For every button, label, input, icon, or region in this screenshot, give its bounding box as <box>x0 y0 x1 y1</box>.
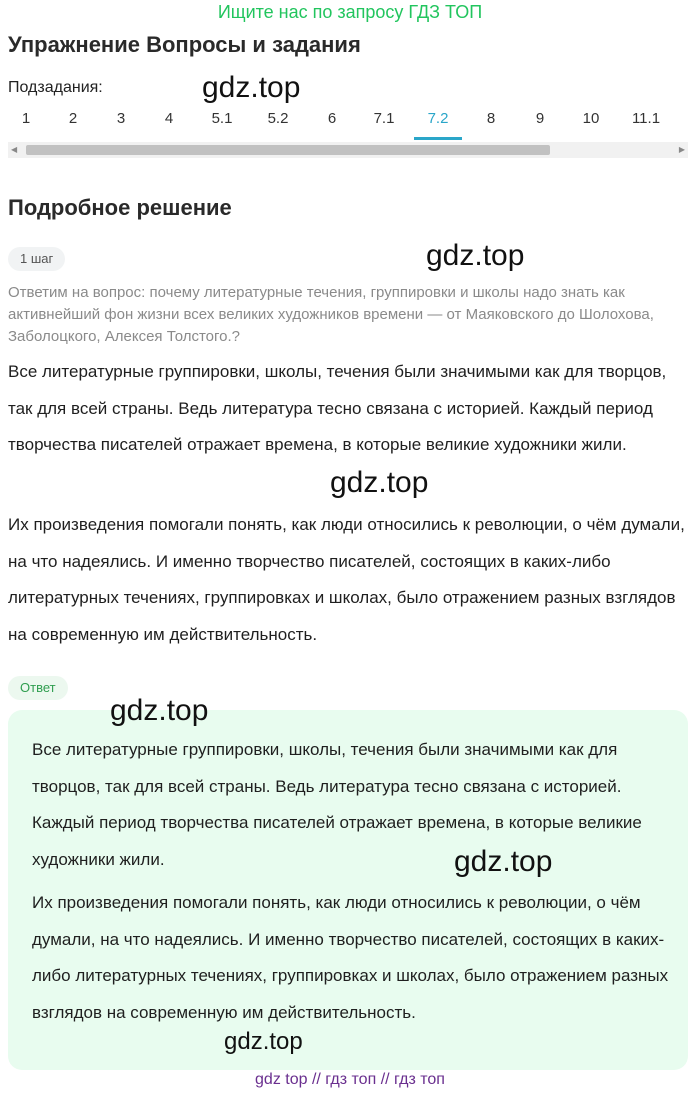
tab-4[interactable]: 4 <box>164 110 174 127</box>
tab-2[interactable]: 2 <box>68 110 78 127</box>
tab-3[interactable]: 3 <box>116 110 126 127</box>
scrollbar-thumb[interactable] <box>26 145 550 155</box>
question-text: Ответим на вопрос: почему литературные течения, группировки и школы надо знать как активнейший фон жизни всех великих художников времени — от Маяковского до Шолохова, Заболоцкого, Алексея Толстого.? <box>8 284 654 345</box>
watermark: gdz.top <box>330 466 429 499</box>
tab-5-1[interactable]: 5.1 <box>211 110 233 127</box>
watermark: gdz.top <box>454 845 553 878</box>
answer-paragraph: Их произведения помогали понять, как люди относились к революции, о чём думали, на что надеялись. И именно творчество писателей, состоящих в каких-либо литературных течениях, группировках и школах, было отражением разных взглядов на современную им действительность. <box>32 893 669 1022</box>
scroll-right-arrow-icon[interactable]: ▶ <box>678 145 685 154</box>
scroll-left-arrow-icon[interactable]: ◀ <box>11 145 18 154</box>
tab-5-2[interactable]: 5.2 <box>267 110 289 127</box>
subtask-tabs <box>0 110 700 140</box>
tab-7-1[interactable]: 7.1 <box>373 110 395 127</box>
active-tab-indicator <box>414 137 462 140</box>
answer-paragraph: Все литературные группировки, школы, течения были значимыми как для творцов, так для всей страны. Ведь литература тесно связана с историей. Каждый период творчества писателей отражает времена, в которые великие художники жили. <box>32 740 642 869</box>
solution-paragraph: Их произведения помогали понять, как люди относились к революции, о чём думали, на что надеялись. И именно творчество писателей, состоящих в каких-либо литературных течениях, группировках и школах, было отражением разных взглядов на современную им действительность. <box>8 515 685 644</box>
tab-9[interactable]: 9 <box>535 110 545 127</box>
watermark: gdz.top <box>426 239 525 272</box>
watermark: gdz.top <box>110 694 209 727</box>
tab-1[interactable]: 1 <box>21 110 31 127</box>
tab-10[interactable]: 10 <box>582 110 600 127</box>
watermark: gdz.top <box>224 1028 303 1055</box>
solution-paragraph: Все литературные группировки, школы, течения были значимыми как для творцов, так для всей страны. Ведь литература тесно связана с историей. Каждый период творчества писателей отражает времена, в которые великие художники жили. <box>8 362 667 454</box>
exercise-title: Упражнение Вопросы и задания <box>8 32 361 57</box>
solution-title: Подробное решение <box>8 195 232 220</box>
subtasks-label: Подзадания: <box>8 79 103 96</box>
tab-7-2[interactable]: 7.2 <box>427 110 449 127</box>
tab-11-1[interactable]: 11.1 <box>631 110 661 127</box>
tab-6[interactable]: 6 <box>327 110 337 127</box>
footer-links: gdz top // гдз топ // гдз топ <box>255 1071 445 1088</box>
watermark: gdz.top <box>202 71 301 104</box>
answer-badge: Ответ <box>8 676 68 700</box>
tabs-scrollbar[interactable] <box>8 142 688 158</box>
step-badge: 1 шаг <box>8 247 65 271</box>
tab-8[interactable]: 8 <box>486 110 496 127</box>
search-banner: Ищите нас по запросу ГДЗ ТОП <box>217 2 483 22</box>
